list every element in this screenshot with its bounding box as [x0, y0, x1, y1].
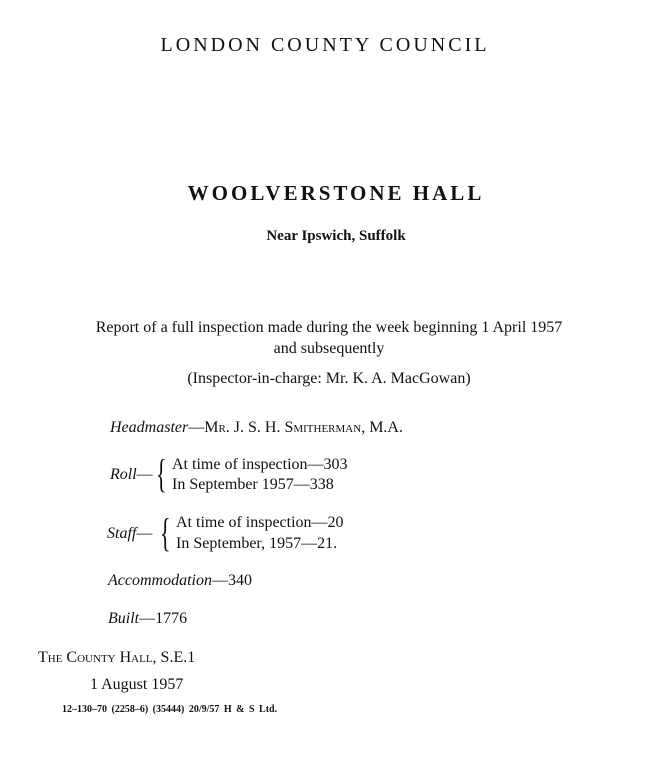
built-label: Built	[108, 610, 140, 627]
built-value: 1776	[155, 610, 188, 627]
accommodation-value: 340	[227, 572, 252, 589]
staff-brace: {	[160, 510, 171, 555]
school-location: Near Ipswich, Suffolk	[266, 228, 406, 244]
council-heading: LONDON COUNTY COUNCIL	[160, 34, 490, 56]
staff-label: Staff	[107, 525, 137, 542]
roll-line-1: At time of inspection—303	[172, 456, 348, 473]
report-line-2: and subsequently	[273, 340, 385, 357]
printer-imprint: 12–130–70 (2258–6) (35444) 20/9/57 H & S Ltd.	[62, 704, 278, 715]
roll-label-row	[110, 466, 153, 484]
staff-line-2: In September, 1957—21.	[176, 535, 338, 552]
accommodation-label: Accommodation	[108, 572, 212, 589]
roll-label: Roll	[110, 466, 137, 483]
school-name: WOOLVERSTONE HALL	[187, 181, 485, 205]
em-dash: —	[139, 610, 156, 627]
em-dash: —	[188, 419, 205, 436]
headmaster-label: Headmaster	[110, 419, 189, 436]
roll-line-2: In September 1957—338	[172, 476, 334, 493]
headmaster-row	[110, 419, 403, 437]
staff-line-1: At time of inspection—20	[176, 514, 344, 531]
inspector-line: (Inspector-in-charge: Mr. K. A. MacGowan)	[187, 370, 471, 387]
staff-label-row	[107, 525, 152, 543]
em-dash: —	[211, 572, 228, 589]
footer-date: 1 August 1957	[90, 676, 184, 693]
roll-brace: {	[156, 451, 167, 496]
footer-address: The County Hall, S.E.1	[38, 649, 196, 666]
em-dash: —	[136, 466, 153, 483]
headmaster-value: Mr. J. S. H. Smitherman, M.A.	[204, 419, 403, 436]
report-line-1: Report of a full inspection made during the week beginning 1 April 1957	[95, 319, 563, 336]
accommodation-row	[108, 572, 252, 590]
em-dash: —	[136, 525, 153, 542]
built-row	[108, 610, 187, 628]
